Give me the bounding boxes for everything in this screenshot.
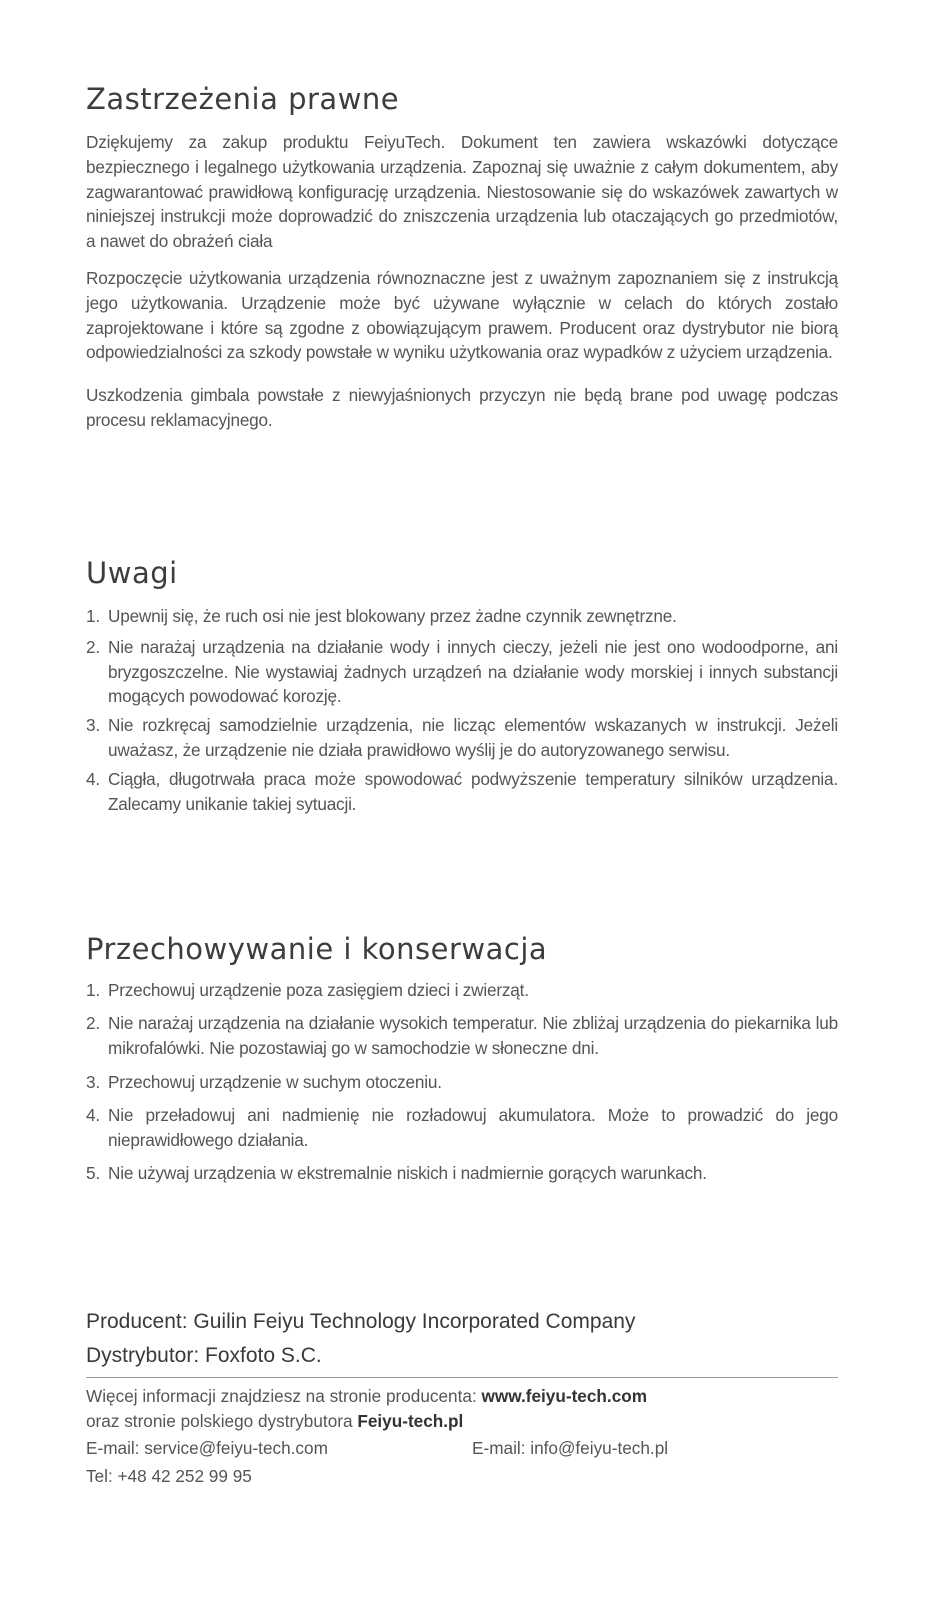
distributor-line: Dystrybutor: Foxfoto S.C. [86, 1344, 322, 1367]
phone-number[interactable]: Tel: +48 42 252 99 95 [86, 1466, 252, 1486]
legal-section [86, 82, 838, 433]
legal-paragraph-2: Rozpoczęcie użytkowania urządzenia równoznaczne jest z uważnym zapoznaniem się z instrukcją jego użytkowania. Urządzenie może być używane wyłącznie w celach do których zostało zaprojektowane i które są zgodne z obowiązującym prawem. Producent oraz dystrybutor nie biorą odpowiedzialności za szkody powstałe w wyniku użytkowania oraz wypadków z użyciem urządzenia. [86, 267, 838, 363]
list-item-number: 1. [86, 980, 100, 1000]
divider [86, 1377, 838, 1378]
notes-section [86, 556, 838, 816]
list-item [86, 1070, 838, 1095]
list-item [86, 635, 838, 709]
email-row [86, 1434, 838, 1462]
list-item-number: 2. [86, 1012, 100, 1033]
legal-title: Zastrzeżenia prawne [86, 82, 400, 116]
list-item-text: Nie narażaj urządzenia na działanie wysokich temperatur. Nie zbliżaj urządzenia do piekarnika lub mikrofalówki. Nie pozostawiaj go w samochodzie w słoneczne dni. [108, 1012, 838, 1058]
list-item [86, 1011, 838, 1061]
list-item [86, 1103, 838, 1153]
list-item-number: 3. [86, 715, 100, 736]
more-info-line [86, 1384, 838, 1409]
list-item-number: 4. [86, 768, 100, 789]
list-item [86, 1161, 838, 1186]
list-item [86, 604, 838, 629]
footer [86, 1305, 838, 1490]
list-item-number: 4. [86, 1105, 100, 1126]
distributor-email[interactable]: E-mail: info@feiyu-tech.pl [472, 1438, 669, 1458]
list-item-number: 1. [86, 606, 100, 626]
storage-list [86, 978, 838, 1186]
list-item-text: Ciągła, długotrwała praca może spowodować podwyższenie temperatury silników urządzenia. Zalecamy unikanie takiej sytuacji. [108, 768, 838, 814]
legal-paragraph-3: Uszkodzenia gimbala powstałe z niewyjaśnionych przyczyn nie będą brane pod uwagę podczas procesu reklamacyjnego. [86, 385, 838, 430]
list-item-text: Nie przeładowuj ani nadmienię nie rozładowuj akumulatora. Może to prowadzić do jego nieprawidłowego działania. [108, 1105, 838, 1150]
distributor-info-prefix: oraz stronie polskiego dystrybutora [86, 1411, 358, 1431]
producer-email[interactable]: E-mail: service@feiyu-tech.com [86, 1438, 328, 1458]
list-item-text: Nie używaj urządzenia w ekstremalnie niskich i nadmiernie gorących warunkach. [108, 1162, 707, 1183]
legal-paragraph-1: Dziękujemy za zakup produktu FeiyuTech. Dokument ten zawiera wskazówki dotyczące bezpiecznego i legalnego użytkowania urządzenia. Zapoznaj się uważnie z całym dokumentem, aby zagwarantować prawidłową konfigurację urządzenia. Niestosowanie się do wskazówek zawartych w niniejszej instrukcji może doprowadzić do zniszczenia urządzenia lub otaczających go przedmiotów, a nawet do obrażeń ciała [86, 132, 838, 252]
list-item-text: Upewnij się, że ruch osi nie jest blokowany przez żadne czynnik zewnętrzne. [108, 606, 677, 626]
list-item-text: Nie narażaj urządzenia na działanie wody i innych cieczy, jeżeli nie jest ono wodoodporne, ani bryzgoszczelne. Nie wystawiaj żadnych urządzeń na działanie wody morskiej i innych substancji mogących powodować korozję. [108, 636, 838, 707]
list-item-text: Przechowuj urządzenie poza zasięgiem dzieci i zwierząt. [108, 980, 529, 1000]
list-item-number: 5. [86, 1162, 100, 1183]
distributor-info-line [86, 1409, 838, 1434]
list-item-text: Przechowuj urządzenie w suchym otoczeniu. [108, 1072, 442, 1093]
list-item-text: Nie rozkręcaj samodzielnie urządzenia, nie licząc elementów wskazanych w instrukcji. Jeżeli uważasz, że urządzenie nie działa prawidłowo wyślij je do autoryzowanego serwisu. [108, 715, 838, 760]
producer-line: Producent: Guilin Feiyu Technology Incorporated Company [86, 1310, 636, 1333]
list-item [86, 978, 838, 1003]
notes-list [86, 604, 838, 816]
distributor-website-link[interactable]: Feiyu-tech.pl [357, 1411, 464, 1431]
list-item [86, 713, 838, 763]
list-item [86, 767, 838, 817]
notes-title: Uwagi [86, 556, 178, 590]
more-info-prefix: Więcej informacji znajdziesz na stronie producenta: [86, 1386, 482, 1406]
storage-title: Przechowywanie i konserwacja [86, 932, 548, 966]
storage-section [86, 932, 838, 1186]
list-item-number: 2. [86, 636, 100, 657]
producer-website-link[interactable]: www.feiyu-tech.com [481, 1386, 648, 1406]
phone-row [86, 1462, 838, 1490]
list-item-number: 3. [86, 1072, 100, 1093]
